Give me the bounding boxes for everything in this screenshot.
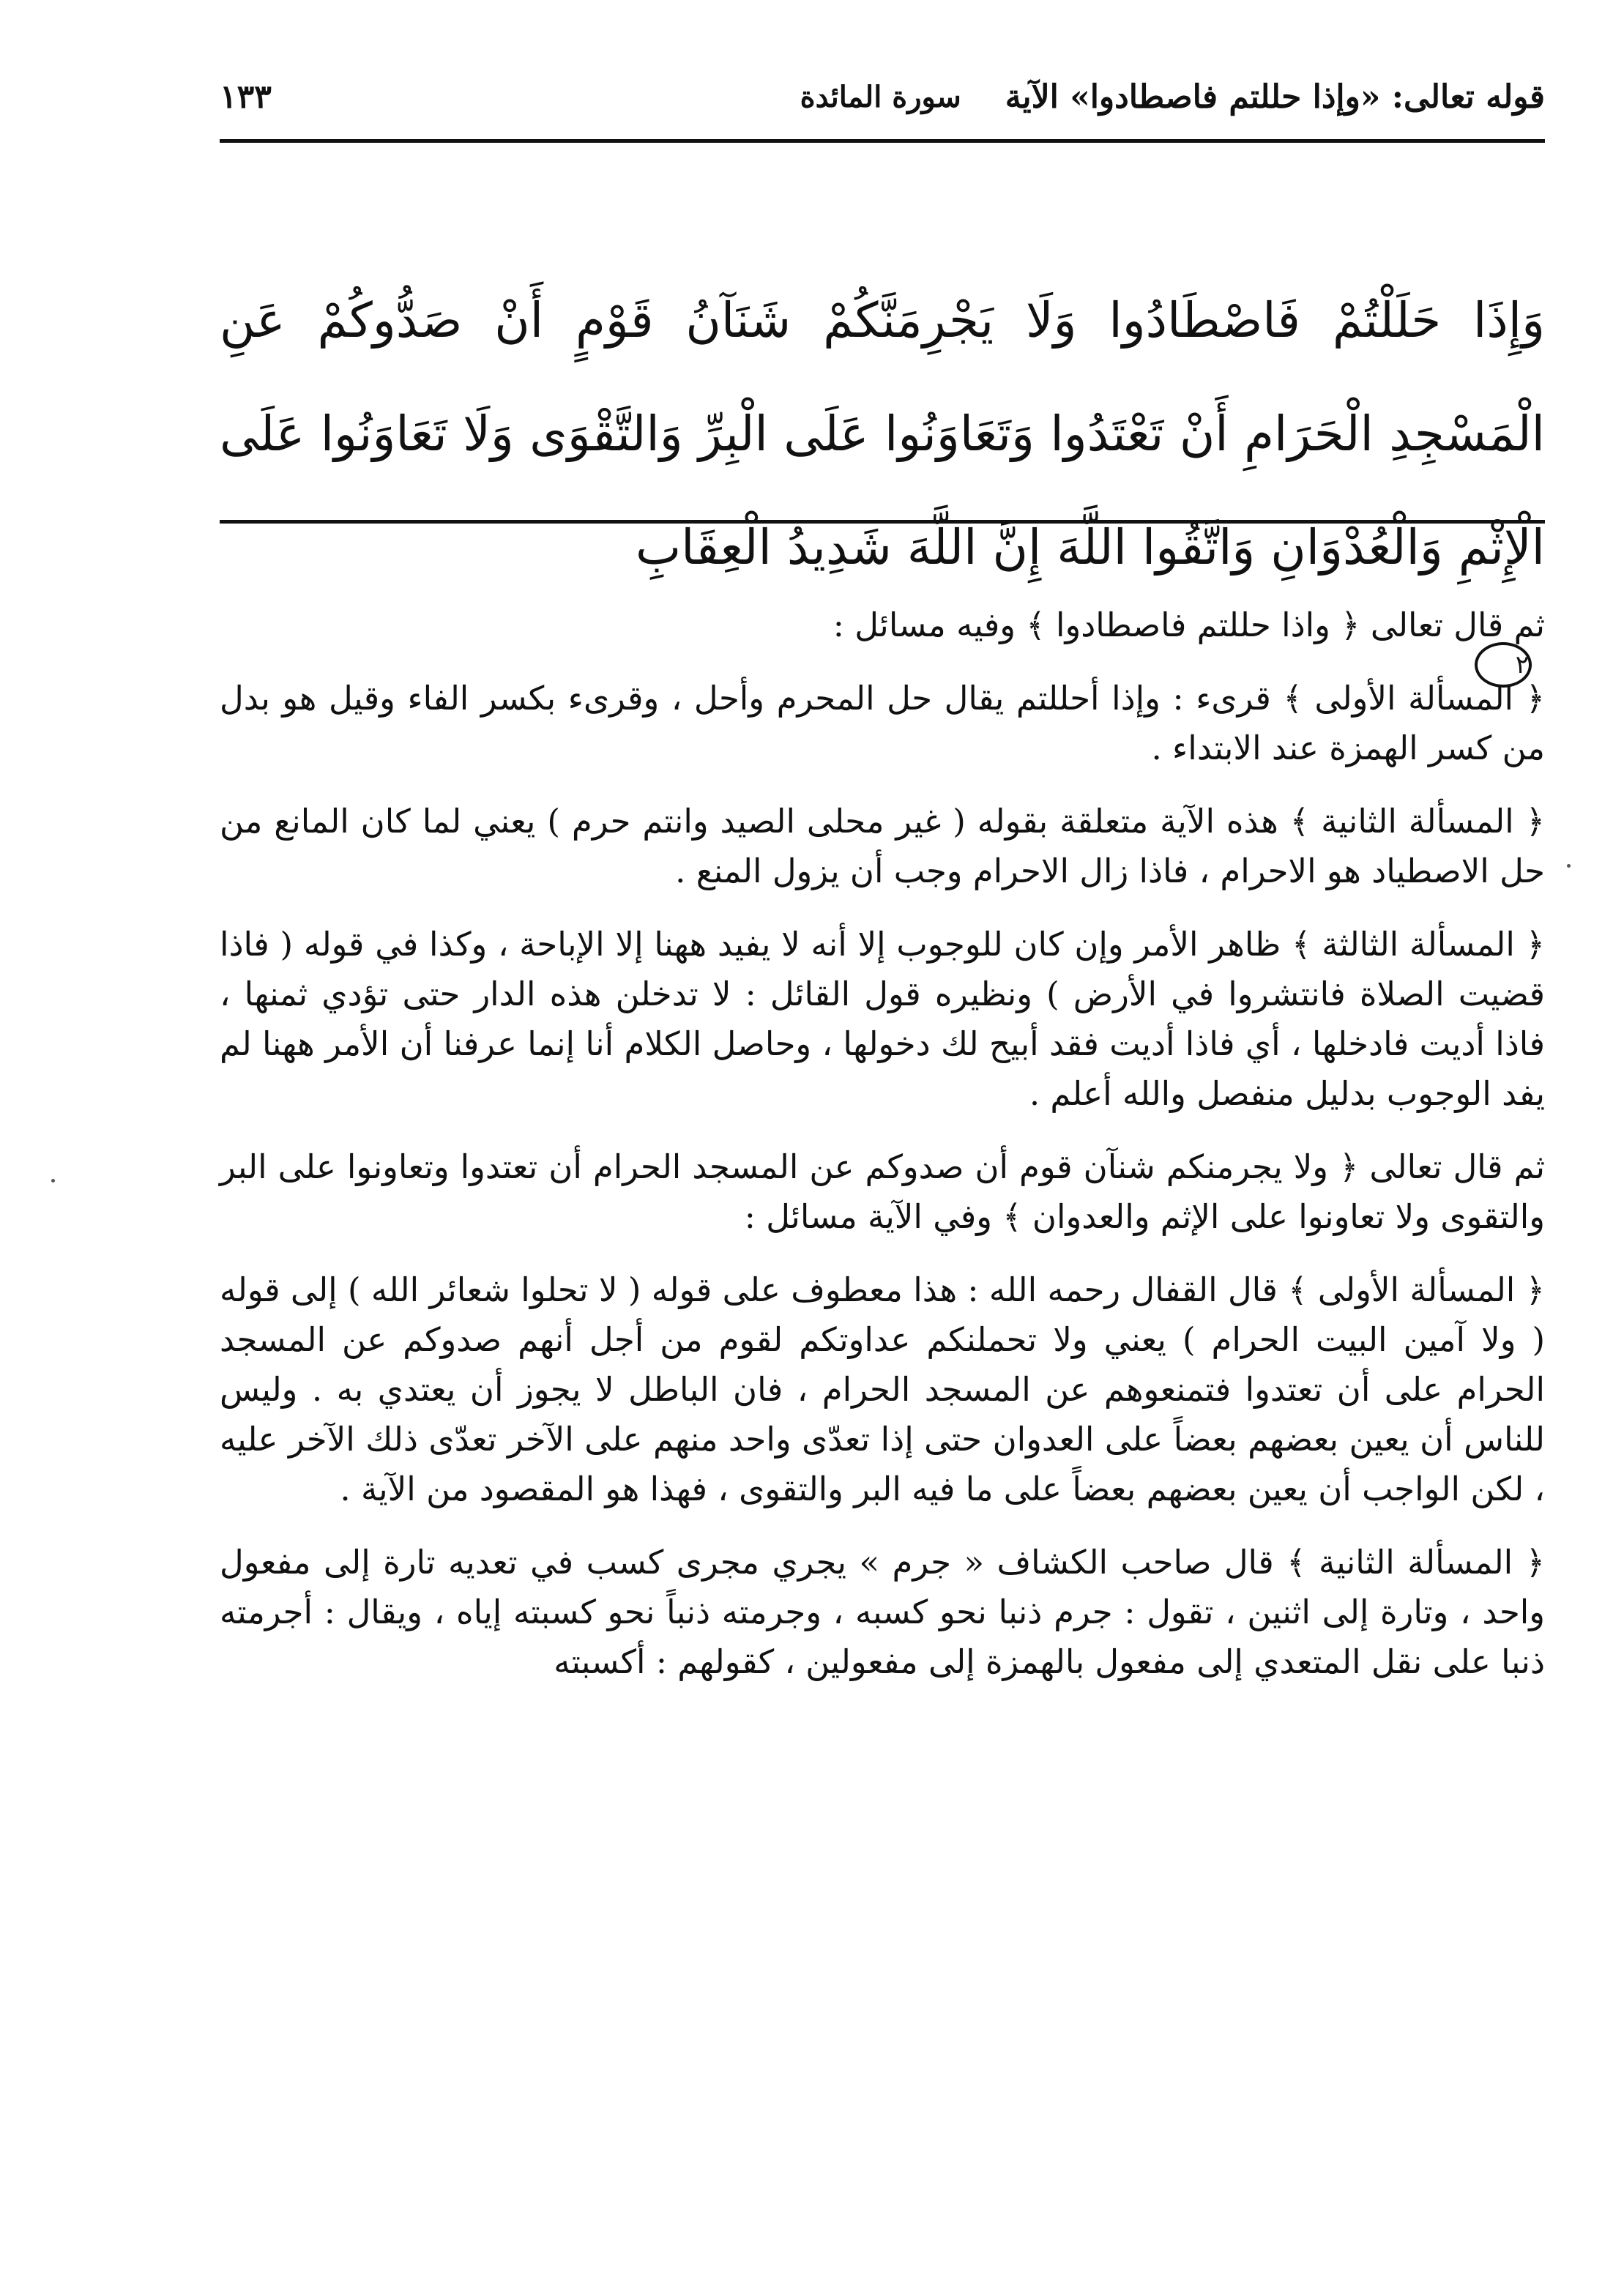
paragraph: ثم قال تعالى ﴿ ولا يجرمنكم شنآن قوم أن صدوكم عن المسجد الحرام أن تعتدوا وتعاونوا على البر والتقوى ولا تعاونوا على الإثم والعدوان ﴾ وفي الآية مسائل :	[220, 1147, 1545, 1236]
header-title: قوله تعالى: «وإذا حللتم فاصطادوا» الآية	[1005, 78, 1545, 116]
commentary-body	[220, 600, 1545, 2094]
page-number: ١٣٣	[220, 78, 272, 116]
paragraph: ﴿ المسألة الثالثة ﴾ ظاهر الأمر وإن كان للوجوب إلا أنه لا يفيد ههنا إلا الإباحة ، وكذا في قوله ( فاذا قضيت الصلاة فانتشروا في الأرض ) ونظيره قول القائل : لا تدخلن هذه الدار حتى تؤدي ثمنها ، فاذا أديت فادخلها ، أي فاذا أديت فقد أبيح لك دخولها ، وحاصل الكلام أنا إنما عرفنا أن الأمر ههنا لم يفد الوجوب بدليل منفصل والله أعلم .	[220, 925, 1545, 1113]
verse-rule	[220, 520, 1545, 524]
scan-speck	[1567, 864, 1571, 868]
header-rule	[220, 139, 1545, 143]
paragraph: ﴿ المسألة الأولى ﴾ قال القفال رحمه الله : هذا معطوف على قوله ( لا تحلوا شعائر الله ) إلى قوله ( ولا آمين البيت الحرام ) يعني ولا تحملنكم عداوتكم لقوم من أجل أنهم صدوكم عن المسجد الحرام على أن تعتدوا فتمنعوهم عن المسجد الحرام ، فان الباطل لا يجوز أن يعتدي به . وليس للناس أن يعين بعضهم بعضاً على العدوان حتى إذا تعدّى واحد منهم على الآخر تعدّى ذلك الآخر عليه ، لكن الواجب أن يعين بعضهم بعضاً على ما فيه البر والتقوى ، فهذا هو المقصود من الآية .	[220, 1270, 1545, 1508]
running-header	[220, 67, 1545, 126]
paragraph: ﴿ المسألة الثانية ﴾ قال صاحب الكشاف « جرم » يجري مجرى كسب في تعديه تارة إلى مفعول واحد ، وتارة إلى اثنين ، تقول : جرم ذنبا نحو كسبه ، وجرمته ذنباً نحو كسبته إياه ، ويقال : أجرمته ذنبا على نقل المتعدي إلى مفعول بالهمزة إلى مفعولين ، كقولهم : أكسبته	[220, 1543, 1545, 1681]
verse-number: ٢	[1515, 650, 1529, 680]
paragraph: ﴿ المسألة الأولى ﴾ قرىء : وإذا أحللتم يقال حل المحرم وأحل ، وقرىء بكسر الفاء وقيل هو بدل من كسر الهمزة عند الابتداء .	[220, 679, 1545, 767]
scan-speck	[51, 1179, 55, 1183]
surah-name: سورة المائدة	[800, 79, 961, 114]
paragraph: ﴿ المسألة الثانية ﴾ هذه الآية متعلقة بقوله ( غير محلى الصيد وانتم حرم ) يعني لما كان المانع من حل الاصطياد هو الاحرام ، فاذا زال الاحرام وجب أن يزول المنع .	[220, 802, 1545, 890]
paragraph: ثم قال تعالى ﴿ واذا حللتم فاصطادوا ﴾ وفيه مسائل :	[833, 606, 1545, 644]
verse-text: وَإِذَا حَلَلْتُمْ فَاصْطَادُوا وَلَا يَجْرِمَنَّكُمْ شَنَآنُ قَوْمٍ أَنْ صَدُّوكُمْ عَنِ الْمَسْجِدِ الْحَرَامِ أَنْ تَعْتَدُوا وَتَعَاوَنُوا عَلَى الْبِرِّ وَالتَّقْوَى وَلَا تَعَاوَنُوا عَلَى الْإِثْمِ وَالْعُدْوَانِ وَاتَّقُوا اللَّهَ إِنَّ اللَّهَ شَدِيدُ الْعِقَابِ	[220, 292, 1545, 576]
